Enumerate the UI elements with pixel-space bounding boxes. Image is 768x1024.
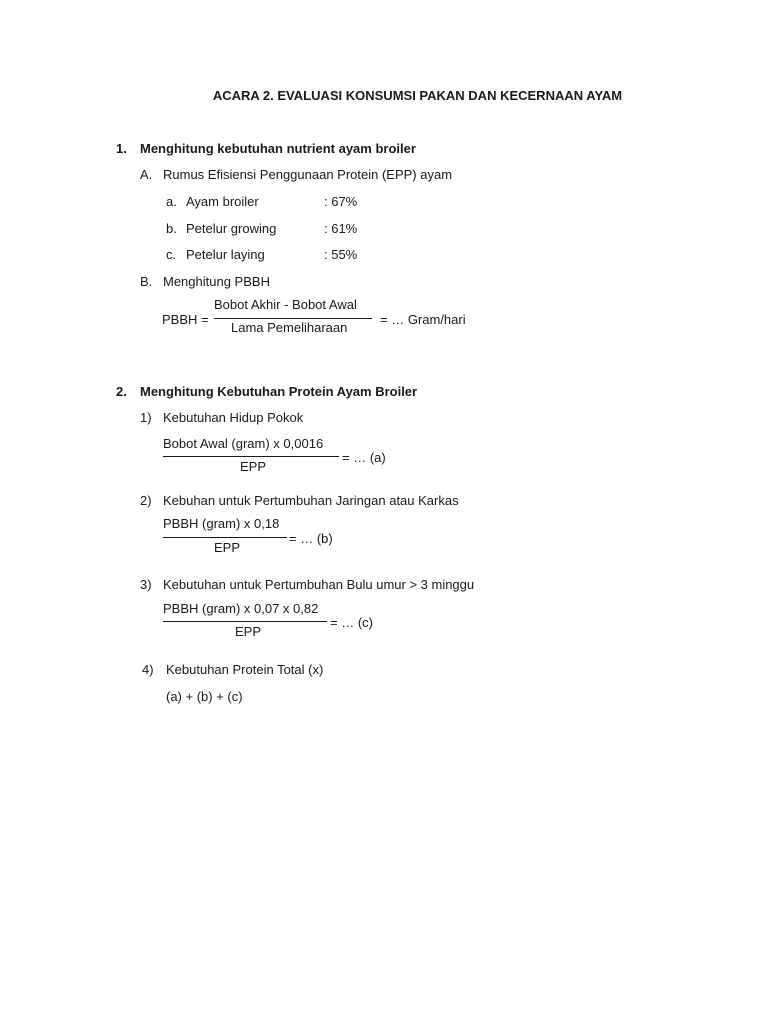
document-title: ACARA 2. EVALUASI KONSUMSI PAKAN DAN KECERNAAN AYAM xyxy=(212,88,623,103)
section-2-heading: Menghitung Kebutuhan Protein Ayam Broiler xyxy=(140,384,418,399)
section-1-number: 1. xyxy=(116,141,127,156)
pbbh-lhs: PBBH = xyxy=(162,312,209,327)
formula-rhs: = … (a) xyxy=(342,450,386,465)
formula-denominator: EPP xyxy=(235,624,262,639)
epp-item-name: Petelur laying xyxy=(186,247,265,262)
pbbh-denominator: Lama Pemeliharaan xyxy=(231,320,348,335)
total-formula: (a) + (b) + (c) xyxy=(166,689,243,704)
protein-item-label: 2) xyxy=(140,493,152,508)
protein-item-text: Kebutuhan Hidup Pokok xyxy=(163,410,304,425)
formula-denominator: EPP xyxy=(214,540,241,555)
epp-item-name: Petelur growing xyxy=(186,221,277,236)
formula-numerator: PBBH (gram) x 0,07 x 0,82 xyxy=(163,601,319,616)
epp-item-value: : 61% xyxy=(324,221,358,236)
protein-item-text: Kebutuhan Protein Total (x) xyxy=(166,662,324,677)
formula-numerator: PBBH (gram) x 0,18 xyxy=(163,516,280,531)
epp-item-name: Ayam broiler xyxy=(186,194,259,209)
protein-item-label: 4) xyxy=(142,662,154,677)
section-1-heading: Menghitung kebutuhan nutrient ayam broiler xyxy=(140,141,416,156)
protein-item-text: Kebutuhan untuk Pertumbuhan Bulu umur > 3 minggu xyxy=(163,577,475,592)
pbbh-rhs: = … Gram/hari xyxy=(380,312,466,327)
subsection-a-label: A. xyxy=(140,167,153,182)
epp-item-value: : 55% xyxy=(324,247,358,262)
pbbh-numerator: Bobot Akhir - Bobot Awal xyxy=(214,297,357,312)
formula-numerator: Bobot Awal (gram) x 0,0016 xyxy=(163,436,324,451)
protein-item-label: 1) xyxy=(140,410,152,425)
epp-item-label: c. xyxy=(166,247,177,262)
subsection-a-text: Rumus Efisiensi Penggunaan Protein (EPP) ayam xyxy=(163,167,453,182)
epp-item-value: : 67% xyxy=(324,194,358,209)
formula-rhs: = … (c) xyxy=(330,615,373,630)
formula-fraction-bar xyxy=(163,537,287,538)
subsection-b-text: Menghitung PBBH xyxy=(163,274,270,289)
subsection-b-label: B. xyxy=(140,274,153,289)
section-2-number: 2. xyxy=(116,384,127,399)
formula-rhs: = … (b) xyxy=(289,531,333,546)
epp-item-label: a. xyxy=(166,194,177,209)
pbbh-fraction-bar xyxy=(214,318,372,319)
formula-denominator: EPP xyxy=(240,459,267,474)
formula-fraction-bar xyxy=(163,456,339,457)
protein-item-label: 3) xyxy=(140,577,152,592)
epp-item-label: b. xyxy=(166,221,177,236)
protein-item-text: Kebuhan untuk Pertumbuhan Jaringan atau Karkas xyxy=(163,493,459,508)
formula-fraction-bar xyxy=(163,621,327,622)
